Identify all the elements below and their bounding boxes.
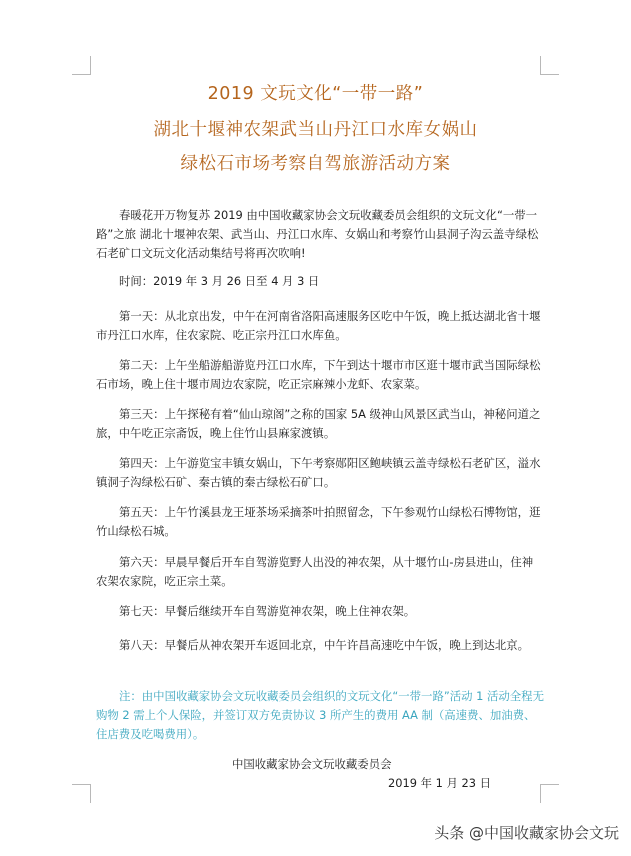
day-2-paragraph: 第二天：上午坐船游船游览丹江口水库，下午到达十堰市市区逛十堰市武当国际绿松石市场，晚上住十堰市周边农家院，吃正宗麻辣小龙虾、农家菜。	[96, 358, 541, 391]
day-5-paragraph: 第五天：上午竹溪县龙王垭茶场采摘茶叶拍照留念，下午参观竹山绿松石博物馆，逛竹山绿松石城。	[96, 505, 541, 538]
title-line-1: 2019 文玩文化“一带一路”	[207, 84, 424, 104]
title-line-3: 绿松石市场考察自驾旅游活动方案	[180, 154, 451, 174]
signature-date: 2019 年 1 月 23 日	[388, 776, 492, 790]
day-6-paragraph: 第六天：早晨早餐后开车自驾游览野人出没的神农架，从十堰竹山-房县进山，住神农架农家院，吃正宗土菜。	[96, 555, 534, 588]
day-7-paragraph: 第七天：早餐后继续开车自驾游览神农架，晚上住神农架。	[119, 604, 416, 618]
crop-mark-top-right	[540, 56, 559, 75]
intro-paragraph: 春暖花开万物复苏 2019 由中国收藏家协会文玩收藏委员会组织的文玩文化“一带一路”之旅 湖北十堰神农架、武当山、丹江口水库、女娲山和考察竹山县洞子沟云盖寺绿松石老矿口文玩文化活动集结号将再次吹响!	[96, 208, 539, 260]
note-paragraph: 注：由中国收藏家协会文玩收藏委员会组织的文玩文化“一带一路”活动 1 活动全程无购物 2 需上个人保险，并签订双方免责协议 3 所产生的费用 AA 制（高速费、加油费、住店费及吃喝费用）。	[96, 689, 544, 741]
time-paragraph: 时间：2019 年 3 月 26 日至 4 月 3 日	[119, 274, 320, 288]
day-1-paragraph: 第一天：从北京出发，中午在河南省洛阳高速服务区吃中午饭，晚上抵达湖北省十堰市丹江口水库，住农家院、吃正宗丹江口水库鱼。	[96, 309, 541, 342]
signature-org: 中国收藏家协会文玩收藏委员会	[232, 757, 392, 771]
title-line-2: 湖北十堰神农架武当山丹江口水库女娲山	[153, 120, 478, 140]
watermark-text: 头条 @中国收藏家协会文玩	[434, 824, 619, 842]
day-4-paragraph: 第四天：上午游览宝丰镇女娲山，下午考察郧阳区鲍峡镇云盖寺绿松石老矿区，溢水镇洞子沟绿松石矿、秦古镇的秦古绿松石矿口。	[96, 456, 541, 489]
crop-mark-top-left	[72, 56, 91, 75]
day-8-paragraph: 第八天：早餐后从神农架开车返回北京，中午许昌高速吃中午饭，晚上到达北京。	[119, 638, 530, 652]
crop-mark-bottom-left	[72, 784, 91, 803]
crop-mark-bottom-right	[540, 784, 559, 803]
day-3-paragraph: 第三天：上午探秘有着“仙山琼阁”之称的国家 5A 级神山风景区武当山，神秘问道之旅，中午吃正宗斋饭，晚上住竹山县麻家渡镇。	[96, 407, 541, 440]
